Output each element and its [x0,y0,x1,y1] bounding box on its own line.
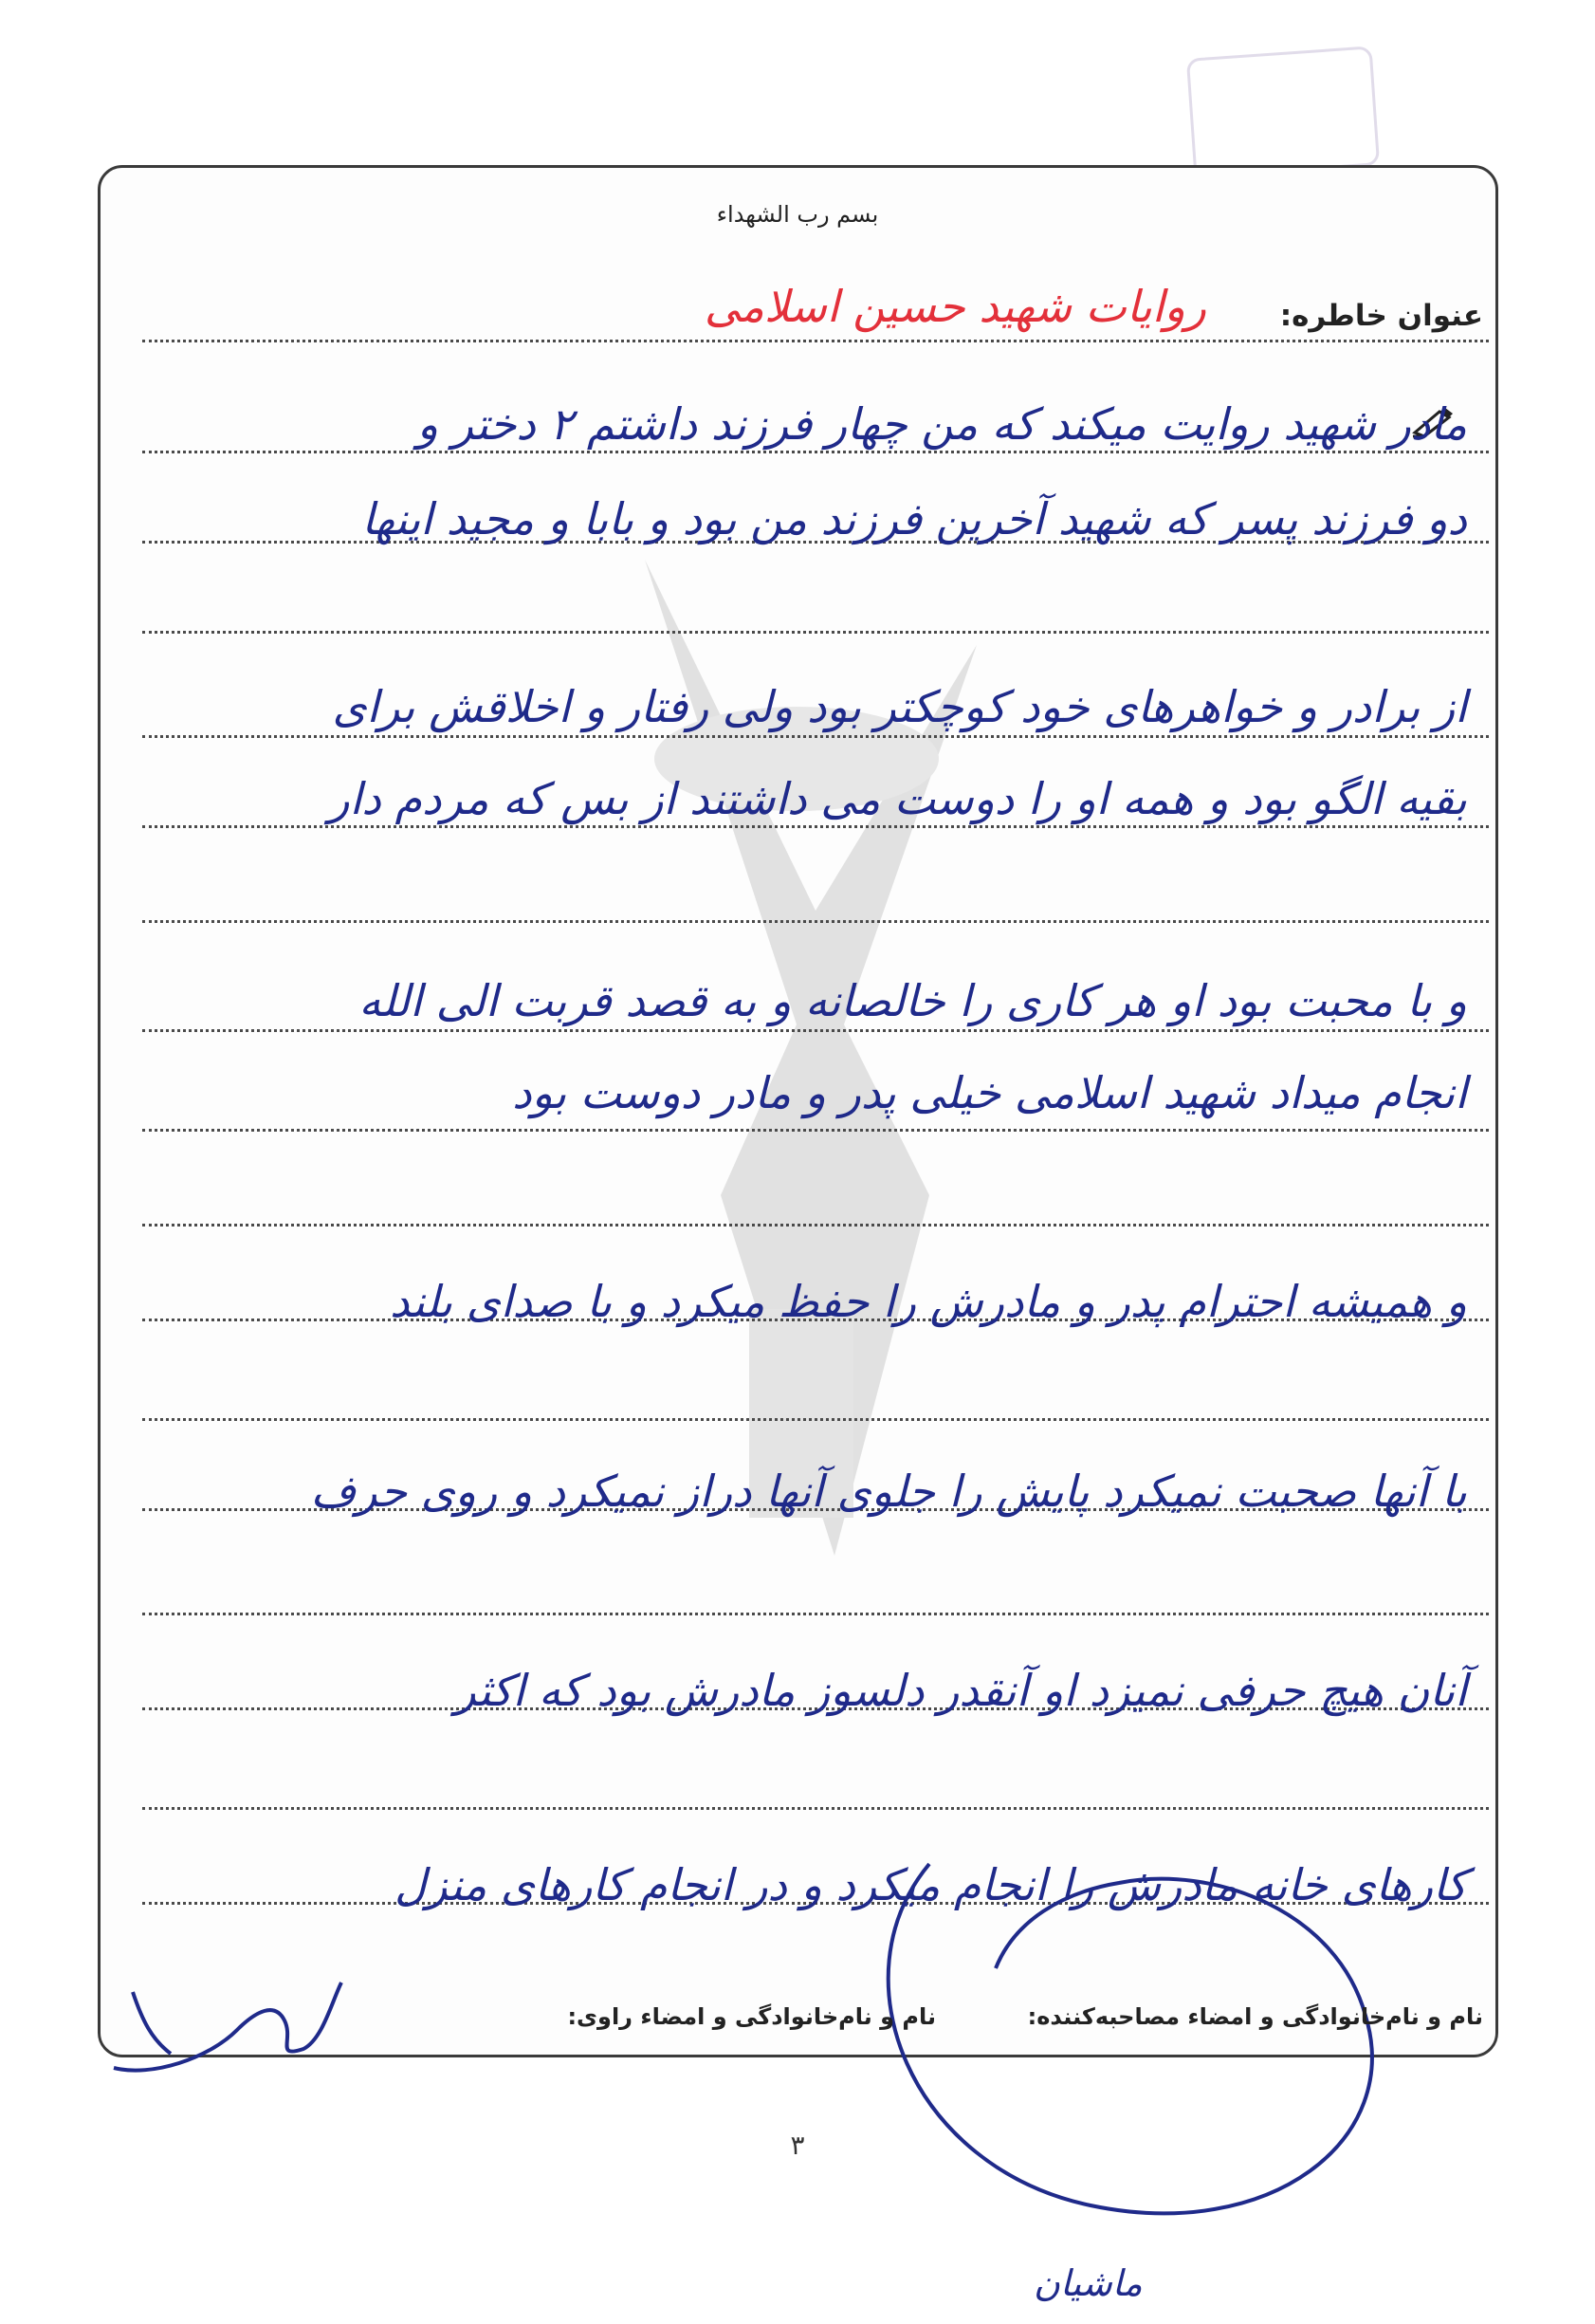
stamp-box [1186,46,1380,177]
dotted-line [142,451,1489,453]
dotted-line [142,631,1489,634]
interviewer-label: نام و نام‌خانوادگی و امضاء مصاحبه‌کننده: [1027,2003,1483,2030]
dotted-line [142,1807,1489,1810]
handwritten-line: بقیه الگو بود و همه او را دوست می داشتند از بس که مردم دار [328,773,1467,824]
handwritten-line: انجام میداد شهید اسلامی خیلی پدر و مادر دوست بود [512,1067,1467,1118]
handwritten-line: آنان هیچ حرفی نمیزد او آنقدر دلسوز مادرش بود که اکثر [454,1665,1467,1716]
handwritten-line: دو فرزند پسر که شهید آخرین فرزند من بود و بابا و مجید اینها [361,493,1467,544]
page-header: بسم رب الشهداء [716,201,879,228]
handwritten-line: و همیشه احترام پدر و مادرش را حفظ میکرد و با صدای بلند [390,1276,1467,1327]
handwritten-line: کارهای خانه مادرش را انجام میکرد و در انجام کارهای منزل [394,1859,1467,1910]
dotted-line [142,340,1489,342]
title-label: عنوان خاطره: [1279,299,1483,333]
dotted-line [142,825,1489,828]
dotted-line [142,1613,1489,1615]
handwritten-line: با آنها صحبت نمیکرد پایش را جلوی آنها دراز نمیکرد و روی حرف [310,1466,1467,1517]
handwritten-line: مادر شهید روایت میکند که من چهار فرزند داشتم ۲ دختر و [416,398,1467,450]
title-value: روایات شهید حسین اسلامی [704,281,1206,332]
dotted-line [142,1224,1489,1227]
narrator-label: نام و نام‌خانوادگی و امضاء راوی: [567,2003,936,2030]
dotted-line [142,1418,1489,1421]
dotted-line [142,1129,1489,1132]
dotted-line [142,920,1489,923]
page-number: ۳ [790,2130,805,2161]
handwritten-line: از برادر و خواهرهای خود کوچکتر بود ولی رفتار و اخلاقش برای [332,681,1467,732]
narrator-signature [95,1964,398,2096]
bottom-signature: ماشیان [1034,2262,1143,2304]
dotted-line [142,1029,1489,1032]
signature-oval [872,1826,1403,2234]
dotted-line [142,735,1489,738]
handwritten-line: و با محبت بود او هر کاری را خالصانه و به قصد قربت الی الله [358,975,1467,1026]
